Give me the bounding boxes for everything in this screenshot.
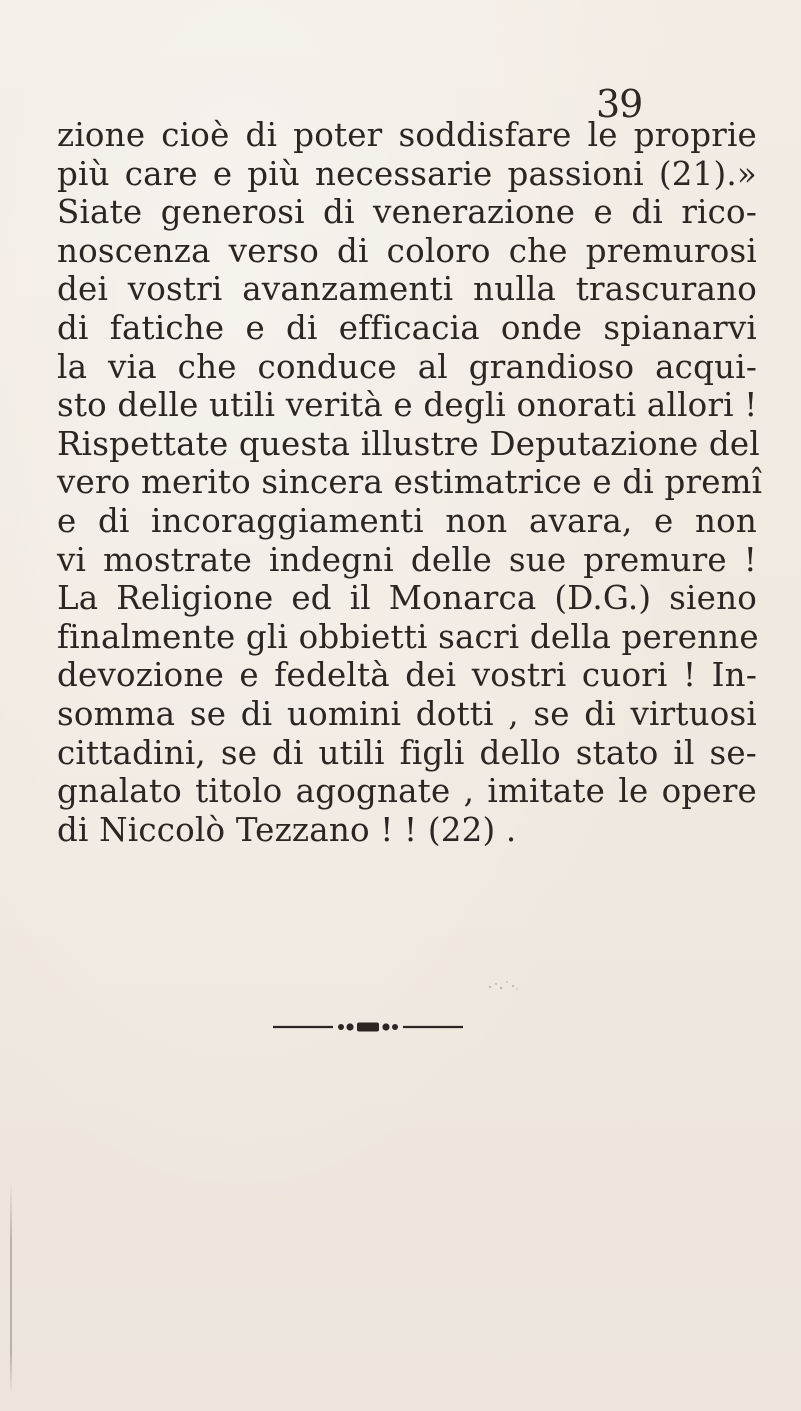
text-line: la via che conduce al grandioso acqui- bbox=[57, 347, 757, 386]
text-line: Siate generosi di venerazione e di rico- bbox=[57, 193, 757, 232]
text-line: dei vostri avanzamenti nulla trascurano bbox=[57, 270, 757, 309]
text-line: La Religione ed il Monarca (D.G.) sieno bbox=[57, 579, 757, 618]
text-line: più care e più necessarie passioni (21).» bbox=[57, 154, 757, 193]
page-edge-mark bbox=[10, 1180, 12, 1395]
text-line: sto delle utili verità e degli onorati allori ! bbox=[57, 386, 758, 425]
text-line: vi mostrate indegni delle sue premure ! bbox=[57, 540, 757, 579]
ink-smudge-icon bbox=[486, 978, 520, 992]
page-number: 39 bbox=[596, 82, 643, 126]
text-line: devozione e fedeltà dei vostri cuori ! In- bbox=[57, 656, 757, 695]
text-line: vero merito sincera estimatrice e di premî bbox=[57, 463, 763, 502]
text-line: di Niccolò Tezzano ! ! (22) . bbox=[57, 810, 517, 849]
text-line: di fatiche e di efficacia onde spianarvi bbox=[57, 308, 757, 347]
body-text bbox=[57, 116, 763, 849]
text-line: zione cioè di poter soddisfare le proprie bbox=[57, 116, 757, 154]
text-line: gnalato titolo agognate , imitate le opere bbox=[57, 772, 757, 811]
text-line: noscenza verso di coloro che premurosi bbox=[57, 231, 757, 270]
text-line: cittadini, se di utili figli dello stato il se- bbox=[57, 733, 757, 772]
ornamental-rule-icon bbox=[271, 1020, 465, 1034]
text-line: finalmente gli obbietti sacri della perenne bbox=[57, 617, 759, 656]
text-line: e di incoraggiamenti non avara, e non bbox=[57, 501, 757, 540]
text-line: somma se di uomini dotti , se di virtuosi bbox=[57, 694, 757, 733]
text-line: Rispettate questa illustre Deputazione del bbox=[57, 424, 760, 463]
